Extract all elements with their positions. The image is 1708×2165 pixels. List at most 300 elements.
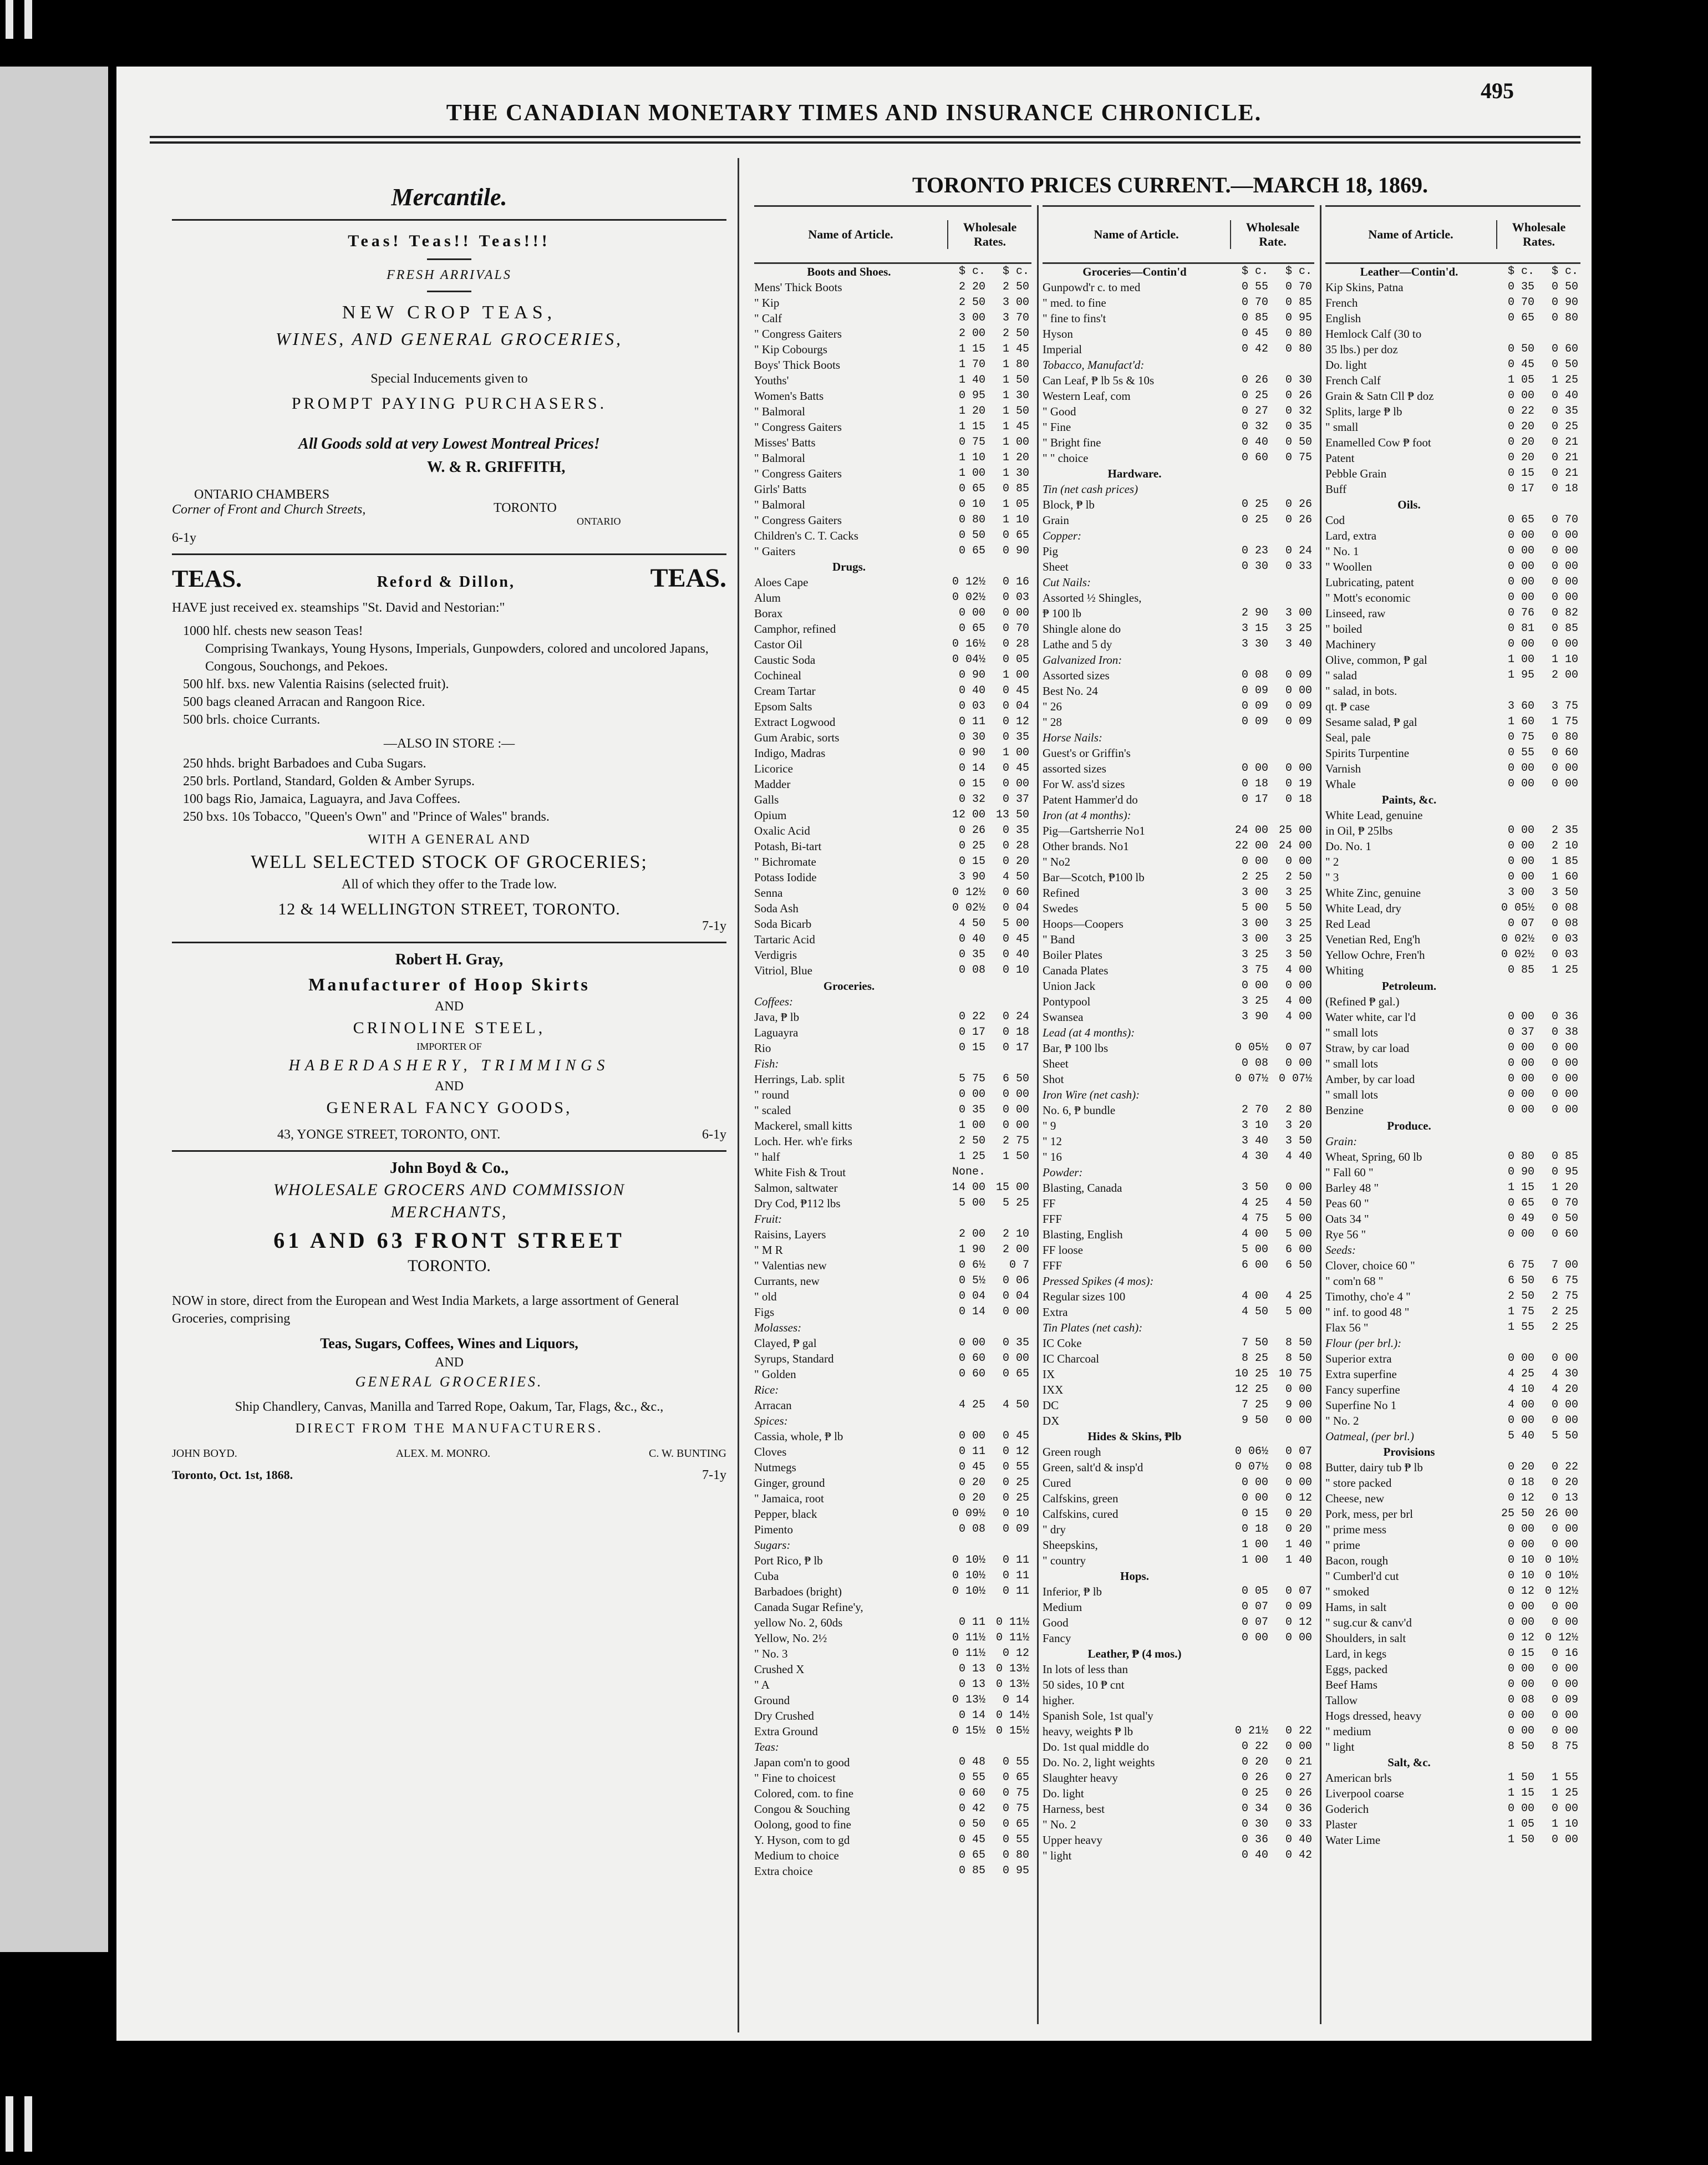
article-name: Currants, new [754,1274,820,1288]
price-row [1325,1102,1580,1118]
prices-rows [1043,264,1314,1863]
article-name: DX [1043,1414,1060,1427]
price-low: 10 25 [1234,1368,1268,1380]
price-low: 0 15 [1241,1507,1268,1520]
price-high: 0 18 [1002,1026,1029,1039]
price-low [1227,1087,1270,1102]
ad2-intro: HAVE just received ex. steamships "St. David and Nestorian:" [172,601,505,615]
price-row [1043,497,1314,512]
price-low: 0 12 [1507,1632,1534,1644]
price-low: 0 00 [1507,1057,1534,1070]
price-row [754,1646,1031,1661]
article-name: English [1325,312,1361,325]
article-name: Superior extra [1325,1352,1392,1365]
article-name: Paints, &c. [1381,793,1437,806]
price-high: 0 03 [1551,933,1578,946]
price-high: 0 26 [1285,1787,1312,1800]
price-low: 4 00 [1241,1228,1268,1241]
article-name: Madder [754,777,791,791]
price-low: 0 06½ [1234,1445,1268,1458]
price-row [1325,963,1580,978]
price-row [1043,838,1314,854]
price-high: 0 20 [1285,1507,1312,1520]
article-name: Boiler Plates [1043,948,1102,962]
neighbour-page-fragment [0,67,108,1952]
price-low [1227,1025,1270,1040]
column-rates-header: Wholesale Rates. [1496,220,1580,249]
price-high [1270,652,1314,668]
price-high: 0 16 [1551,1647,1578,1660]
price-row [754,792,1031,807]
article-name: FF loose [1043,1243,1083,1257]
price-low: 0 00 [1507,591,1534,604]
article-name: Pebble Grain [1325,467,1387,480]
price-low: 0 10½ [952,1569,985,1582]
ad4-signer-2: ALEX. M. MONRO. [395,1447,491,1460]
price-row [1325,994,1580,1009]
price-high [1270,528,1314,543]
price-row [1325,807,1580,823]
article-name: " Woollen [1325,560,1372,573]
article-name: Copper: [1043,529,1081,542]
price-row [1043,761,1314,776]
film-edge-left-bottom-2 [24,2096,32,2152]
price-row [754,1366,1031,1382]
price-high: 0 7 [1009,1259,1029,1272]
article-name: Extra [1043,1305,1068,1319]
article-name: Japan com'n to good [754,1756,850,1769]
price-low: $ c. [958,265,985,278]
price-low [1493,807,1537,823]
price-high: 0 24 [1285,545,1312,557]
article-name: " Calf [754,312,782,325]
price-low: 0 45 [1241,327,1268,340]
article-name: " Kip [754,296,780,309]
price-row [754,1025,1031,1040]
price-low: 0 40 [958,933,985,946]
price-high: 0 22 [1551,1461,1578,1473]
price-row [754,1134,1031,1149]
page-number: 495 [1481,78,1514,103]
price-row [1043,1289,1314,1304]
price-low: 0 00 [1507,1073,1534,1085]
price-row [1043,1366,1314,1382]
article-name: Verdigris [754,948,797,962]
price-high: 0 65 [1002,1368,1029,1380]
article-name: " salad [1325,669,1357,682]
price-high: 0 00 [1285,762,1312,775]
price-high: 1 00 [1002,669,1029,682]
article-name: Licorice [754,762,793,775]
price-high: 6 50 [1285,1259,1312,1272]
price-high: 3 00 [1002,296,1029,309]
price-low: 0 85 [1241,312,1268,324]
price-low: 3 15 [1241,622,1268,635]
price-high [1537,326,1580,342]
price-high: 5 00 [1285,1212,1312,1225]
article-name: Liverpool coarse [1325,1787,1404,1800]
ad4-chandlery: Ship Chandlery, Canvas, Manilla and Tarred Rope, Oakum, Tar, Flags, &c., &c., [235,1400,664,1414]
article-name: Extra Ground [754,1725,818,1738]
price-row [1325,575,1580,590]
price-row [1043,1708,1314,1724]
price-low: $ c. [1241,265,1268,278]
price-low: 25 50 [1501,1507,1534,1520]
article-name: FFF [1043,1259,1063,1272]
article-name: Boots and Shoes. [807,265,891,278]
price-low: 0 00 [1507,1802,1534,1815]
article-name: IC Coke [1043,1336,1082,1350]
price-high: 0 09 [1551,1694,1578,1706]
price-high [988,1537,1031,1553]
price-high [1270,481,1314,497]
price-row [1325,1739,1580,1755]
price-row [1325,326,1580,342]
price-section-heading [1043,1429,1314,1444]
price-low: 0 12½ [952,886,985,899]
price-low [1227,466,1270,481]
article-name: Green, salt'd & insp'd [1043,1461,1143,1474]
article-name: " 28 [1043,715,1062,729]
article-name: Yellow Ochre, Fren'h [1325,948,1425,962]
price-row [1325,450,1580,466]
ad1-new-crop: NEW CROP TEAS, [342,302,557,323]
price-low: 0 11 [958,1616,985,1629]
article-name: " light [1325,1740,1355,1754]
price-high: 0 35 [1002,1336,1029,1349]
price-high: 0 16 [1002,576,1029,588]
article-name: Assorted sizes [1043,669,1110,682]
price-row [1325,1491,1580,1506]
article-name: Whiting [1325,964,1364,977]
article-name: Drugs. [832,560,866,573]
price-section-heading [1043,466,1314,481]
price-high: 0 10½ [1544,1569,1578,1582]
article-name: Shoulders, in salt [1325,1632,1406,1645]
price-row [754,1258,1031,1273]
article-name: " Balmoral [754,405,805,418]
article-name: " 9 [1043,1119,1056,1132]
price-high: 1 25 [1551,374,1578,387]
price-high: 0 00 [1285,1383,1312,1396]
price-row [1043,373,1314,388]
price-high [1270,357,1314,373]
price-high: 1 20 [1551,1181,1578,1194]
price-high: 0 50 [1285,436,1312,449]
price-low: 0 80 [1507,1150,1534,1163]
price-row [754,543,1031,559]
price-row [1043,1739,1314,1755]
price-row [1325,1599,1580,1615]
price-low: 0 48 [958,1756,985,1768]
article-name: Whale [1325,777,1356,791]
price-section-heading [1325,792,1580,807]
price-subheading [1325,1134,1580,1149]
price-row [1325,1553,1580,1568]
article-name: Potash, Bi-tart [754,840,822,853]
article-name: Do. No. 1 [1325,840,1371,853]
article-name: Hides & Skins, ₱lb [1087,1430,1182,1443]
article-name: Water white, car l'd [1325,1010,1416,1024]
price-row [754,916,1031,932]
article-name: Cheese, new [1325,1492,1385,1505]
price-low: 2 00 [958,327,985,340]
price-row [1043,311,1314,326]
price-low: 0 11 [958,715,985,728]
price-low [1227,1165,1270,1180]
price-high: 5 00 [1002,917,1029,930]
mercantile-column [172,177,726,2030]
price-row [754,745,1031,761]
price-high: 0 13½ [995,1663,1029,1675]
article-name: Enamelled Cow ₱ foot [1325,436,1431,449]
price-high: 0 00 [1002,777,1029,790]
article-name: Block, ₱ lb [1043,498,1095,511]
price-high: 0 82 [1551,607,1578,619]
price-high: 0 27 [1285,1771,1312,1784]
price-high: 3 20 [1285,1119,1312,1132]
price-row [754,311,1031,326]
price-low [1227,528,1270,543]
article-name: Indigo, Madras [754,746,826,760]
price-section-heading [754,264,1031,279]
price-row [1043,606,1314,621]
price-low: 0 10½ [952,1554,985,1567]
price-low: 0 00 [1507,638,1534,650]
price-high: 3 25 [1285,886,1312,899]
article-name: Do. light [1043,1787,1084,1800]
price-high: 0 21 [1551,451,1578,464]
price-row [754,326,1031,342]
price-high: 0 10 [1002,964,1029,977]
price-row [1325,947,1580,963]
article-name: Superfine No 1 [1325,1399,1397,1412]
price-row [1325,1087,1580,1102]
price-high: 0 11½ [995,1632,1029,1644]
price-row [754,1568,1031,1584]
price-low: 0 16½ [952,638,985,650]
ad2-item: Comprising Twankays, Young Hysons, Imperials, Gunpowders, colored and uncolored Japans, Congous, Souchongs, and Pekoes. [205,642,709,674]
price-high [1537,1118,1580,1134]
price-low: 0 25 [1241,498,1268,511]
price-low: 0 37 [1507,1026,1534,1039]
price-low: 14 00 [952,1181,985,1194]
article-name: Bacon, rough [1325,1554,1389,1567]
price-low: 0 20 [958,1476,985,1489]
price-row [754,621,1031,637]
price-high: 0 80 [1551,312,1578,324]
article-name: " com'n 68 " [1325,1274,1384,1288]
price-subheading [754,1211,1031,1227]
price-row [1325,590,1580,606]
ad1-code: 6-1y [172,531,196,545]
price-high [988,1165,1031,1180]
article-name: Tartaric Acid [754,933,815,946]
article-name: Cut Nails: [1043,576,1091,589]
ad1-sep [427,258,471,260]
article-name: Congou & Souching [754,1802,850,1816]
price-high: 0 21 [1551,467,1578,480]
article-name: " No. 2 [1325,1414,1359,1427]
price-high: 8 50 [1285,1352,1312,1365]
price-low: 2 00 [958,1228,985,1241]
price-subheading [1043,807,1314,823]
price-high: 0 07½ [1278,1073,1312,1085]
price-high: 0 08 [1285,1461,1312,1473]
article-name: Imperial [1043,343,1082,356]
price-high [1537,792,1580,807]
article-name: Best No. 24 [1043,684,1098,698]
price-high: 0 12 [1002,1445,1029,1458]
ad4-merchants: MERCHANTS, [390,1203,508,1221]
price-low: 2 50 [1507,1290,1534,1303]
article-name: Hoops—Coopers [1043,917,1124,931]
price-low: 0 10 [1507,1554,1534,1567]
article-name: Flax 56 " [1325,1321,1369,1334]
price-high: 0 70 [1551,514,1578,526]
ad1-chambers: ONTARIO CHAMBERS [194,487,330,502]
prices-column-1 [754,205,1031,2035]
price-low [1227,575,1270,590]
price-high: 2 50 [1002,281,1029,293]
price-row [1043,1817,1314,1832]
price-subheading [1043,1273,1314,1289]
article-name: Pork, mess, per brl [1325,1507,1414,1521]
price-row [1043,994,1314,1009]
price-low: 0 04 [958,1290,985,1303]
article-name: Alum [754,591,781,604]
price-high: $ c. [1285,265,1312,278]
price-row [1325,1196,1580,1211]
price-high [1270,1320,1314,1335]
price-low: 1 00 [958,467,985,480]
price-high: 4 50 [1002,871,1029,883]
price-low [1227,1661,1270,1677]
article-name: Flour (per brl.): [1325,1336,1402,1350]
price-row [1043,1724,1314,1739]
price-row [754,1149,1031,1165]
article-name: Women's Batts [754,389,824,403]
price-row [1043,932,1314,947]
price-high: 1 30 [1002,467,1029,480]
ad2-offer: All of which they offer to the Trade low. [342,877,557,892]
price-low: 5 00 [958,1197,985,1209]
price-low: 0 20 [1507,451,1534,464]
article-name: Seeds: [1325,1243,1356,1257]
article-name: Lubricating, patent [1325,576,1414,589]
price-low [944,978,988,994]
price-low: 0 65 [1507,312,1534,324]
article-name: " fine to fins't [1043,312,1106,325]
article-name: Oolong, good to fine [754,1818,851,1831]
price-low: 0 00 [1507,1352,1534,1365]
price-row [754,1196,1031,1211]
price-low: 0 17 [958,1026,985,1039]
article-name: Clayed, ₱ gal [754,1336,817,1350]
price-high: 0 35 [1285,420,1312,433]
article-name: Oats 34 " [1325,1212,1369,1226]
price-row [1325,699,1580,714]
price-row [1325,1584,1580,1599]
ad4-date: Toronto, Oct. 1st, 1868. [172,1468,293,1482]
price-row [754,373,1031,388]
price-subheading [1325,1429,1580,1444]
price-row [1043,1786,1314,1801]
price-row [1325,621,1580,637]
article-name: Cream Tartar [754,684,816,698]
price-row [754,497,1031,512]
price-row [754,668,1031,683]
price-row [1325,1025,1580,1040]
price-row [1043,1693,1314,1708]
price-high: 8 75 [1551,1740,1578,1753]
price-high: 0 07 [1285,1041,1312,1054]
price-row [754,1708,1031,1724]
price-low: 0 00 [1241,855,1268,868]
price-high: 4 30 [1551,1368,1578,1380]
article-name: Peas 60 " [1325,1197,1369,1210]
article-name: Butter, dairy tub ₱ lb [1325,1461,1423,1474]
article-name: Benzine [1325,1104,1364,1117]
price-row [1043,1522,1314,1537]
price-low: 0 02½ [1501,933,1534,946]
article-name: " Bichromate [754,855,816,868]
price-high [1270,1693,1314,1708]
prices-column-3 [1325,205,1580,2035]
article-name: Sheet [1043,560,1069,573]
price-high: 4 00 [1285,964,1312,977]
price-row [754,637,1031,652]
article-name: Java, ₱ lb [754,1010,800,1024]
price-row [1043,1211,1314,1227]
price-low: 0 15½ [952,1725,985,1737]
price-row [1043,1444,1314,1460]
price-section-heading [1043,1646,1314,1661]
price-high: 6 50 [1002,1073,1029,1085]
price-low: 6 00 [1241,1259,1268,1272]
price-low: 0 15 [958,777,985,790]
article-name: Soda Ash [754,902,799,915]
ad4-teas: Teas, Sugars, Coffees, Wines and Liquors, [320,1335,578,1351]
price-low: 0 00 [1507,1678,1534,1691]
price-row [1325,1817,1580,1832]
article-name: Cassia, whole, ₱ lb [754,1430,843,1443]
price-row [1325,1615,1580,1630]
article-name: " Fine [1043,420,1071,434]
price-low [1227,1568,1270,1584]
price-low: 0 17 [1241,793,1268,806]
price-column-divider-2 [1320,205,1321,2024]
price-row [1043,512,1314,528]
article-name: Linseed, raw [1325,607,1386,620]
price-row [1325,1801,1580,1817]
article-name: Refined [1043,886,1080,899]
price-row [754,1165,1031,1180]
price-low: 0 11½ [952,1632,985,1644]
price-row [1043,1677,1314,1693]
price-row [1043,419,1314,435]
price-low: 0 00 [1507,560,1534,573]
price-high: 0 00 [1551,591,1578,604]
ad-rule-3 [172,1150,726,1152]
article-name: Groceries. [823,979,875,993]
price-row [754,854,1031,870]
price-section-heading [1325,497,1580,512]
article-name: Lathe and 5 dy [1043,638,1112,651]
price-row [754,776,1031,792]
price-high: 0 10 [1002,1507,1029,1520]
article-name: Grain [1043,514,1069,527]
